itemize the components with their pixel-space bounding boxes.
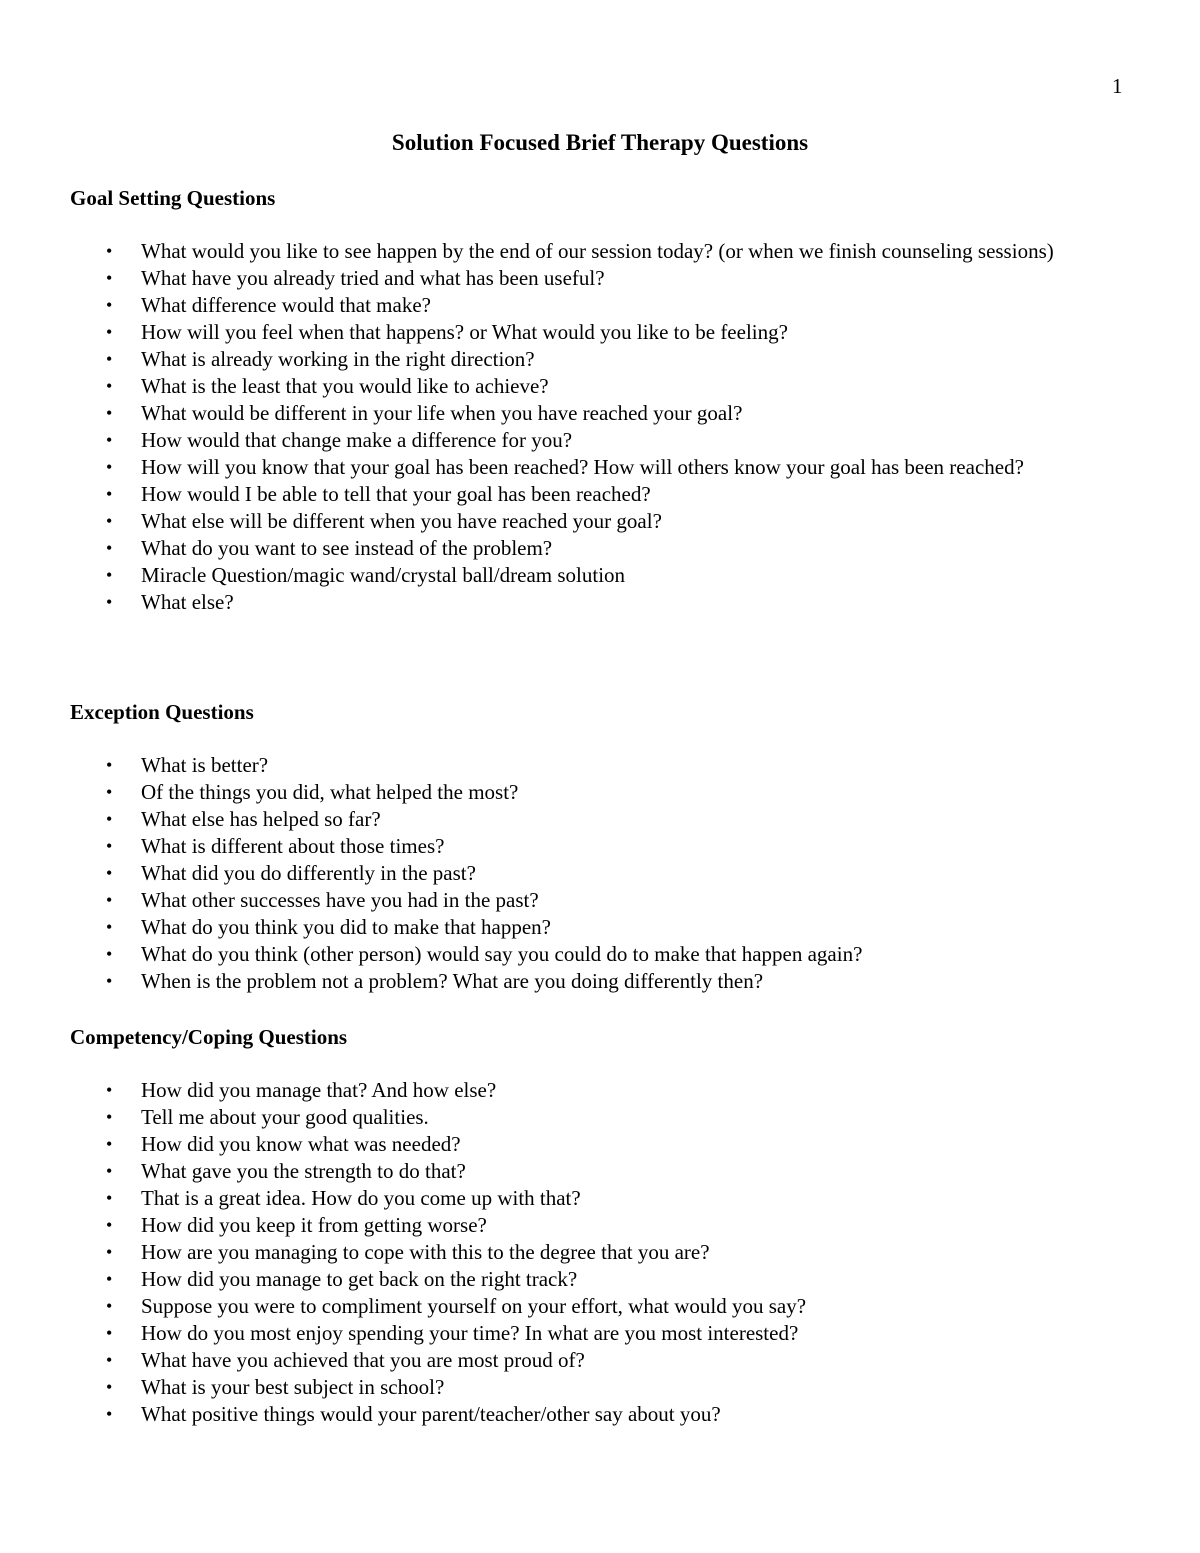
list-item-text: How did you manage that? And how else? bbox=[141, 1078, 497, 1102]
bullet-icon: • bbox=[106, 1377, 113, 1397]
bullet-icon: • bbox=[106, 890, 113, 910]
section-heading: Exception Questions bbox=[70, 700, 254, 724]
bullet-icon: • bbox=[106, 782, 113, 802]
list-item-text: That is a great idea. How do you come up with that? bbox=[141, 1186, 581, 1210]
list-item bbox=[70, 1401, 1130, 1428]
list-item-text: What have you achieved that you are most proud of? bbox=[141, 1348, 585, 1372]
bullet-icon: • bbox=[106, 430, 113, 450]
list-item bbox=[70, 1212, 1130, 1239]
list-item bbox=[70, 535, 1130, 562]
bullet-icon: • bbox=[106, 1134, 113, 1154]
list-item-text: How do you most enjoy spending your time? In what are you most interested? bbox=[141, 1321, 799, 1345]
bullet-icon: • bbox=[106, 944, 113, 964]
list-item bbox=[70, 1347, 1130, 1374]
bullet-icon: • bbox=[106, 1296, 113, 1316]
list-item-text: What is the least that you would like to achieve? bbox=[141, 374, 549, 398]
list-item bbox=[70, 833, 1130, 860]
list-item-text: How did you keep it from getting worse? bbox=[141, 1213, 487, 1237]
question-list bbox=[70, 752, 1130, 995]
list-item bbox=[70, 1185, 1130, 1212]
list-item-text: What do you want to see instead of the problem? bbox=[141, 536, 553, 560]
list-item-text: What gave you the strength to do that? bbox=[141, 1159, 466, 1183]
list-item bbox=[70, 941, 1130, 968]
bullet-icon: • bbox=[106, 349, 113, 369]
bullet-icon: • bbox=[106, 322, 113, 342]
list-item bbox=[70, 319, 1130, 346]
list-item-text: What other successes have you had in the past? bbox=[141, 888, 539, 912]
section-heading: Competency/Coping Questions bbox=[70, 1025, 348, 1049]
list-item-text: How will you know that your goal has been reached? How will others know your goal has been reached? bbox=[141, 455, 1024, 479]
question-list bbox=[70, 1077, 1130, 1428]
list-item bbox=[70, 1158, 1130, 1185]
bullet-icon: • bbox=[106, 457, 113, 477]
bullet-icon: • bbox=[106, 755, 113, 775]
list-item-text: What else? bbox=[141, 590, 234, 614]
bullet-icon: • bbox=[106, 1161, 113, 1181]
list-item bbox=[70, 481, 1130, 508]
bullet-icon: • bbox=[106, 511, 113, 531]
list-item-text: What is better? bbox=[141, 753, 269, 777]
bullet-icon: • bbox=[106, 592, 113, 612]
bullet-icon: • bbox=[106, 1215, 113, 1235]
page-number: 1 bbox=[1112, 74, 1123, 98]
list-item-text: How will you feel when that happens? or What would you like to be feeling? bbox=[141, 320, 788, 344]
list-item bbox=[70, 914, 1130, 941]
list-item-text: Suppose you were to compliment yourself on your effort, what would you say? bbox=[141, 1294, 807, 1318]
list-item bbox=[70, 400, 1130, 427]
list-item bbox=[70, 968, 1130, 995]
list-item-text: Miracle Question/magic wand/crystal ball/dream solution bbox=[141, 563, 626, 587]
bullet-icon: • bbox=[106, 565, 113, 585]
section-exception bbox=[70, 699, 1130, 995]
list-item bbox=[70, 292, 1130, 319]
list-item-text: What positive things would your parent/teacher/other say about you? bbox=[141, 1402, 721, 1426]
bullet-icon: • bbox=[106, 1350, 113, 1370]
list-item-text: What would you like to see happen by the end of our session today? (or when we finish counseling sessions) bbox=[141, 239, 1054, 263]
list-item-text: What is already working in the right direction? bbox=[141, 347, 535, 371]
list-item-text: What is different about those times? bbox=[141, 834, 445, 858]
list-item bbox=[70, 427, 1130, 454]
bullet-icon: • bbox=[106, 971, 113, 991]
bullet-icon: • bbox=[106, 1188, 113, 1208]
list-item bbox=[70, 806, 1130, 833]
list-item bbox=[70, 1131, 1130, 1158]
section-goal-setting bbox=[70, 185, 1130, 616]
bullet-icon: • bbox=[106, 1242, 113, 1262]
list-item bbox=[70, 508, 1130, 535]
bullet-icon: • bbox=[106, 1404, 113, 1424]
list-item-text: What do you think (other person) would say you could do to make that happen again? bbox=[141, 942, 863, 966]
bullet-icon: • bbox=[106, 1323, 113, 1343]
list-item-text: How did you manage to get back on the right track? bbox=[141, 1267, 578, 1291]
list-item-text: What else has helped so far? bbox=[141, 807, 381, 831]
bullet-icon: • bbox=[106, 484, 113, 504]
list-item-text: What did you do differently in the past? bbox=[141, 861, 476, 885]
list-item bbox=[70, 860, 1130, 887]
list-item bbox=[70, 562, 1130, 589]
list-item-text: How are you managing to cope with this to the degree that you are? bbox=[141, 1240, 710, 1264]
bullet-icon: • bbox=[106, 917, 113, 937]
list-item-text: Of the things you did, what helped the most? bbox=[141, 780, 519, 804]
question-list bbox=[70, 238, 1130, 616]
list-item-text: What have you already tried and what has been useful? bbox=[141, 266, 605, 290]
list-item-text: How would I be able to tell that your goal has been reached? bbox=[141, 482, 651, 506]
list-item bbox=[70, 1293, 1130, 1320]
list-item-text: How would that change make a difference for you? bbox=[141, 428, 573, 452]
bullet-icon: • bbox=[106, 241, 113, 261]
document-title: Solution Focused Brief Therapy Questions bbox=[391, 130, 809, 155]
list-item bbox=[70, 373, 1130, 400]
list-item bbox=[70, 1077, 1130, 1104]
list-item bbox=[70, 238, 1130, 265]
bullet-icon: • bbox=[106, 863, 113, 883]
list-item-text: Tell me about your good qualities. bbox=[141, 1105, 429, 1129]
list-item bbox=[70, 265, 1130, 292]
section-heading: Goal Setting Questions bbox=[70, 186, 276, 210]
list-item-text: What is your best subject in school? bbox=[141, 1375, 445, 1399]
list-item-text: What would be different in your life when you have reached your goal? bbox=[141, 401, 743, 425]
bullet-icon: • bbox=[106, 809, 113, 829]
list-item bbox=[70, 1104, 1130, 1131]
list-item-text: What difference would that make? bbox=[141, 293, 431, 317]
list-item bbox=[70, 779, 1130, 806]
bullet-icon: • bbox=[106, 1080, 113, 1100]
list-item bbox=[70, 1374, 1130, 1401]
bullet-icon: • bbox=[106, 376, 113, 396]
bullet-icon: • bbox=[106, 1269, 113, 1289]
list-item-text: What do you think you did to make that happen? bbox=[141, 915, 551, 939]
list-item-text: How did you know what was needed? bbox=[141, 1132, 461, 1156]
list-item bbox=[70, 589, 1130, 616]
list-item bbox=[70, 1239, 1130, 1266]
list-item bbox=[70, 1266, 1130, 1293]
bullet-icon: • bbox=[106, 538, 113, 558]
list-item-text: When is the problem not a problem? What are you doing differently then? bbox=[141, 969, 764, 993]
bullet-icon: • bbox=[106, 403, 113, 423]
list-item bbox=[70, 454, 1130, 481]
bullet-icon: • bbox=[106, 268, 113, 288]
list-item bbox=[70, 887, 1130, 914]
section-competency-coping bbox=[70, 1024, 1130, 1428]
bullet-icon: • bbox=[106, 836, 113, 856]
bullet-icon: • bbox=[106, 295, 113, 315]
list-item bbox=[70, 752, 1130, 779]
list-item bbox=[70, 1320, 1130, 1347]
bullet-icon: • bbox=[106, 1107, 113, 1127]
list-item bbox=[70, 346, 1130, 373]
list-item-text: What else will be different when you have reached your goal? bbox=[141, 509, 662, 533]
